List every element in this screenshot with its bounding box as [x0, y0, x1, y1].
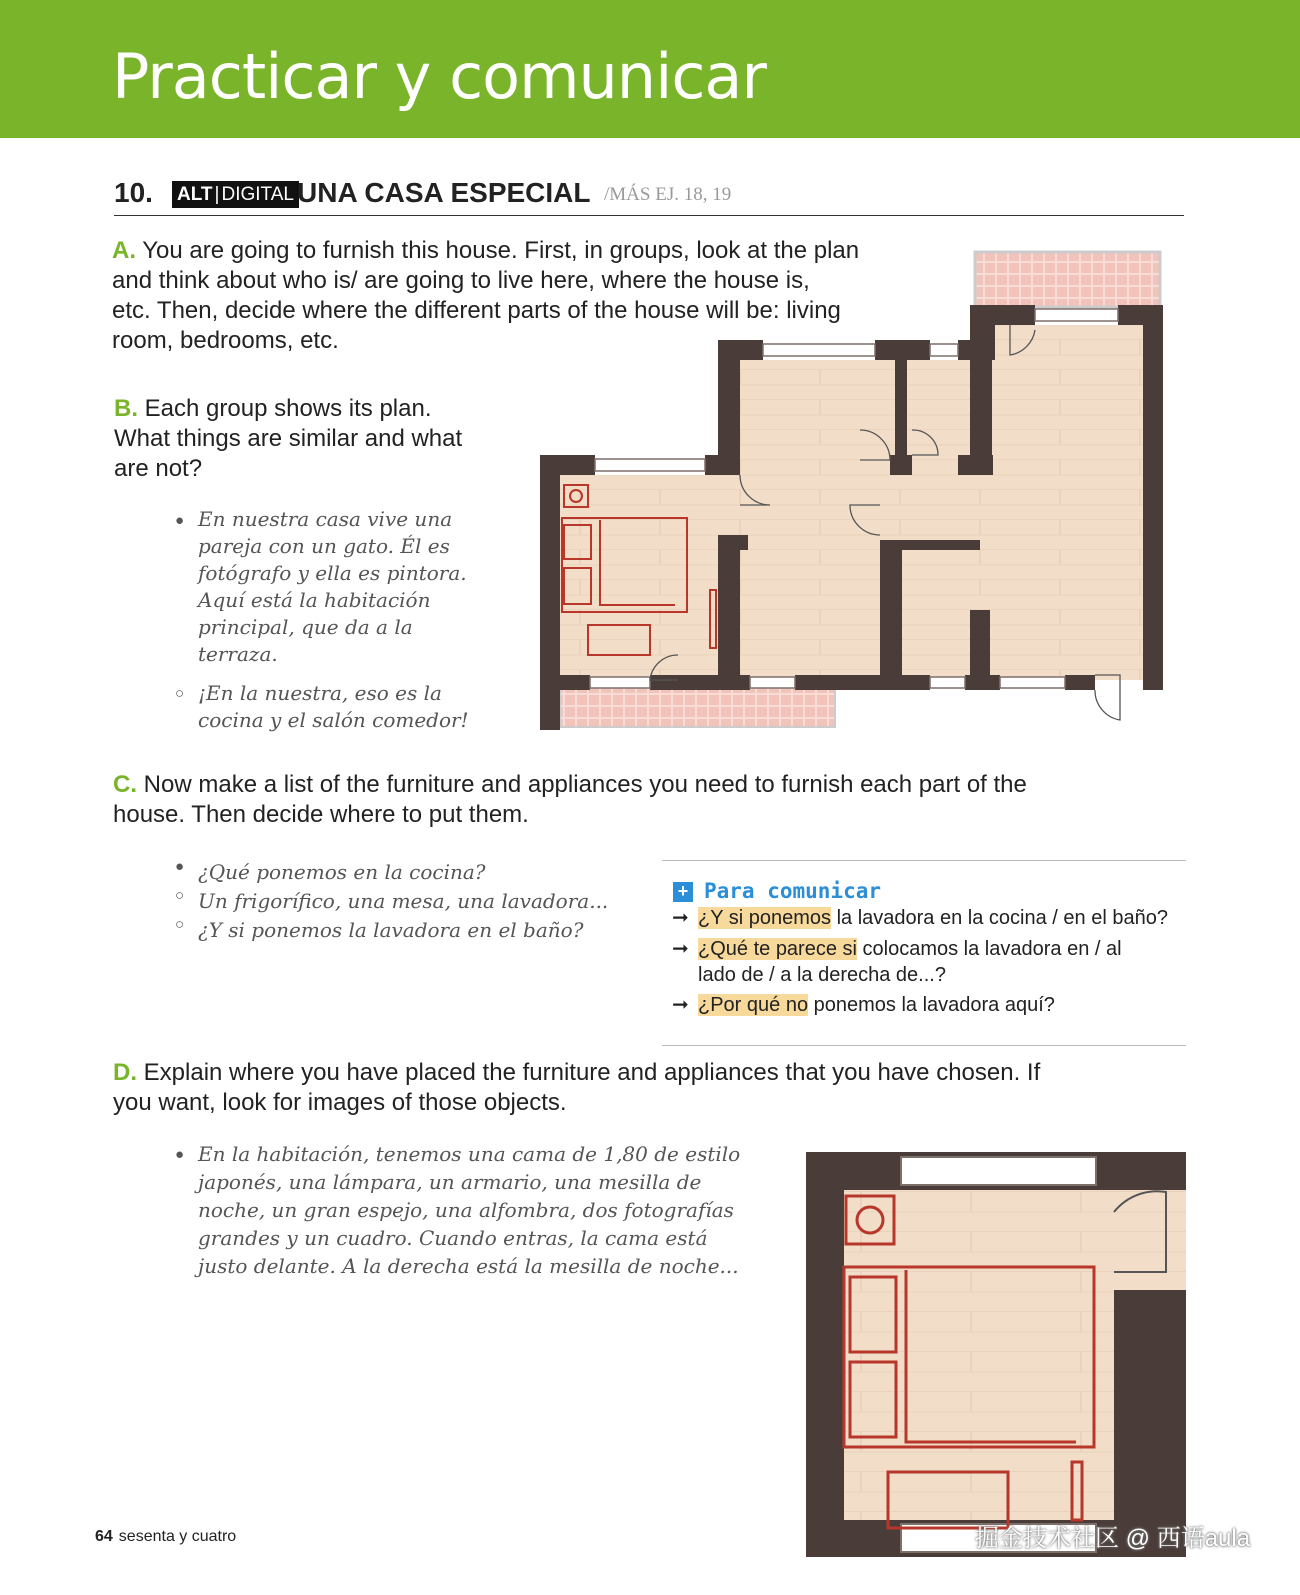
badge-digital: DIGITAL	[221, 184, 294, 205]
comm-rest: la lavadora en la cocina / en el baño?	[831, 907, 1168, 929]
bottom-balcony	[560, 685, 835, 727]
example-line: japonés, una lámpara, un armario, una mesilla de	[198, 1170, 702, 1194]
section-a-letter: A.	[112, 237, 136, 264]
example-line: terraza.	[198, 642, 278, 666]
example-line: ¡En la nuestra, eso es la	[198, 681, 442, 705]
exercise-title: UNA CASA ESPECIAL	[297, 177, 591, 208]
example-line: pareja con un gato. Él es	[198, 534, 450, 558]
comm-highlight: ¿Y si ponemos	[698, 907, 832, 929]
exercise-number: 10.	[114, 177, 153, 208]
example-line: grandes y un cuadro. Cuando entras, la cama está	[198, 1226, 708, 1250]
page-title: Practicar y comunicar	[112, 40, 766, 113]
example-d	[198, 1140, 788, 1280]
para-comunicar-box	[662, 860, 1186, 1046]
comm-rest: colocamos la lavadora en / al	[856, 938, 1122, 960]
bullet-filled: ●	[175, 858, 185, 875]
para-comunicar-title: Para comunicar	[704, 879, 882, 903]
bullet-hollow: ○	[175, 916, 185, 933]
floor-top-room	[995, 325, 1160, 365]
exercise-reference: /MÁS EJ. 18, 19	[604, 184, 732, 205]
plus-icon: +	[673, 882, 693, 902]
comm-item-1	[672, 905, 1182, 931]
bullet-hollow: ○	[175, 887, 185, 904]
example-line: ¿Qué ponemos en la cocina?	[198, 860, 486, 884]
section-d	[113, 1058, 1193, 1118]
section-d-letter: D.	[113, 1059, 137, 1086]
section-c-line-2: house. Then decide where to put them.	[113, 801, 529, 828]
comm-item-2	[672, 936, 1182, 988]
watermark: 掘金技术社区 @ 西语aula	[975, 1525, 1251, 1552]
section-b	[114, 394, 534, 484]
section-d-line-2: you want, look for images of those objects.	[113, 1089, 567, 1116]
example-c-list	[198, 858, 658, 945]
comm-highlight: ¿Qué te parece si	[698, 938, 857, 960]
house-floor-plan	[540, 250, 1190, 740]
example-line: En nuestra casa vive una	[198, 507, 453, 531]
bullet-filled: ●	[175, 512, 185, 529]
section-b-line-3: are not?	[114, 455, 203, 482]
page-footer	[95, 1528, 236, 1546]
section-a-line-2: and think about who is/ are going to live here, where the house is,	[112, 267, 810, 294]
section-a-line-1: You are going to furnish this house. First, in groups, look at the plan	[142, 237, 860, 264]
arrow-right-icon: ➞	[672, 994, 689, 1016]
section-a-line-4: room, bedrooms, etc.	[112, 327, 339, 354]
section-c-letter: C.	[113, 771, 137, 798]
page-number-words: sesenta y cuatro	[118, 1528, 237, 1545]
example-line: justo delante. A la derecha está la mesilla de noche...	[198, 1254, 739, 1278]
section-b-line-1: Each group shows its plan.	[144, 395, 432, 422]
section-b-line-2: What things are similar and what	[114, 425, 463, 452]
exercise-header	[114, 175, 1184, 216]
example-line: Aquí está la habitación	[198, 588, 431, 612]
comm-rest-line-2: lado de / a la derecha de...?	[698, 964, 946, 986]
example-line: fotógrafo y ella es pintora.	[198, 561, 467, 585]
top-terrace	[975, 252, 1160, 307]
floor-main	[740, 360, 1160, 680]
badge-separator: |	[214, 184, 220, 205]
example-b-2	[198, 680, 498, 734]
section-a-line-3: etc. Then, decide where the different parts of the house will be: living	[112, 297, 841, 324]
example-line: noche, un gran espejo, una alfombra, dos fotografías	[198, 1198, 734, 1222]
section-d-line-1: Explain where you have placed the furniture and appliances that you have chosen. If	[143, 1059, 1041, 1086]
example-line: ¿Y si ponemos la lavadora en el baño?	[198, 918, 584, 942]
bedroom-detail-plan	[806, 1152, 1186, 1557]
arrow-right-icon: ➞	[672, 938, 689, 960]
comm-highlight: ¿Por qué no	[698, 994, 809, 1016]
badge-alt: ALT	[177, 184, 213, 205]
alt-digital-badge[interactable]	[172, 181, 299, 208]
arrow-right-icon: ➞	[672, 907, 689, 929]
bullet-hollow: ○	[175, 685, 185, 702]
section-c-line-1: Now make a list of the furniture and appliances you need to furnish each part of the	[143, 771, 1027, 798]
example-line: En la habitación, tenemos una cama de 1,80 de estilo	[198, 1142, 741, 1166]
bedroom-doorway-floor	[1114, 1190, 1186, 1290]
section-c	[113, 770, 1193, 830]
bullet-filled: ●	[175, 1146, 185, 1163]
example-line: cocina y el salón comedor!	[198, 708, 469, 732]
example-line: principal, que da a la	[198, 615, 413, 639]
example-line: Un frigorífico, una mesa, una lavadora...	[198, 889, 609, 913]
section-b-letter: B.	[114, 395, 138, 422]
comm-rest: ponemos la lavadora aquí?	[808, 994, 1055, 1016]
example-b-1	[198, 506, 498, 668]
page-number: 64	[95, 1528, 113, 1545]
comm-item-3	[672, 992, 1182, 1018]
bedroom-window-top	[901, 1157, 1096, 1185]
